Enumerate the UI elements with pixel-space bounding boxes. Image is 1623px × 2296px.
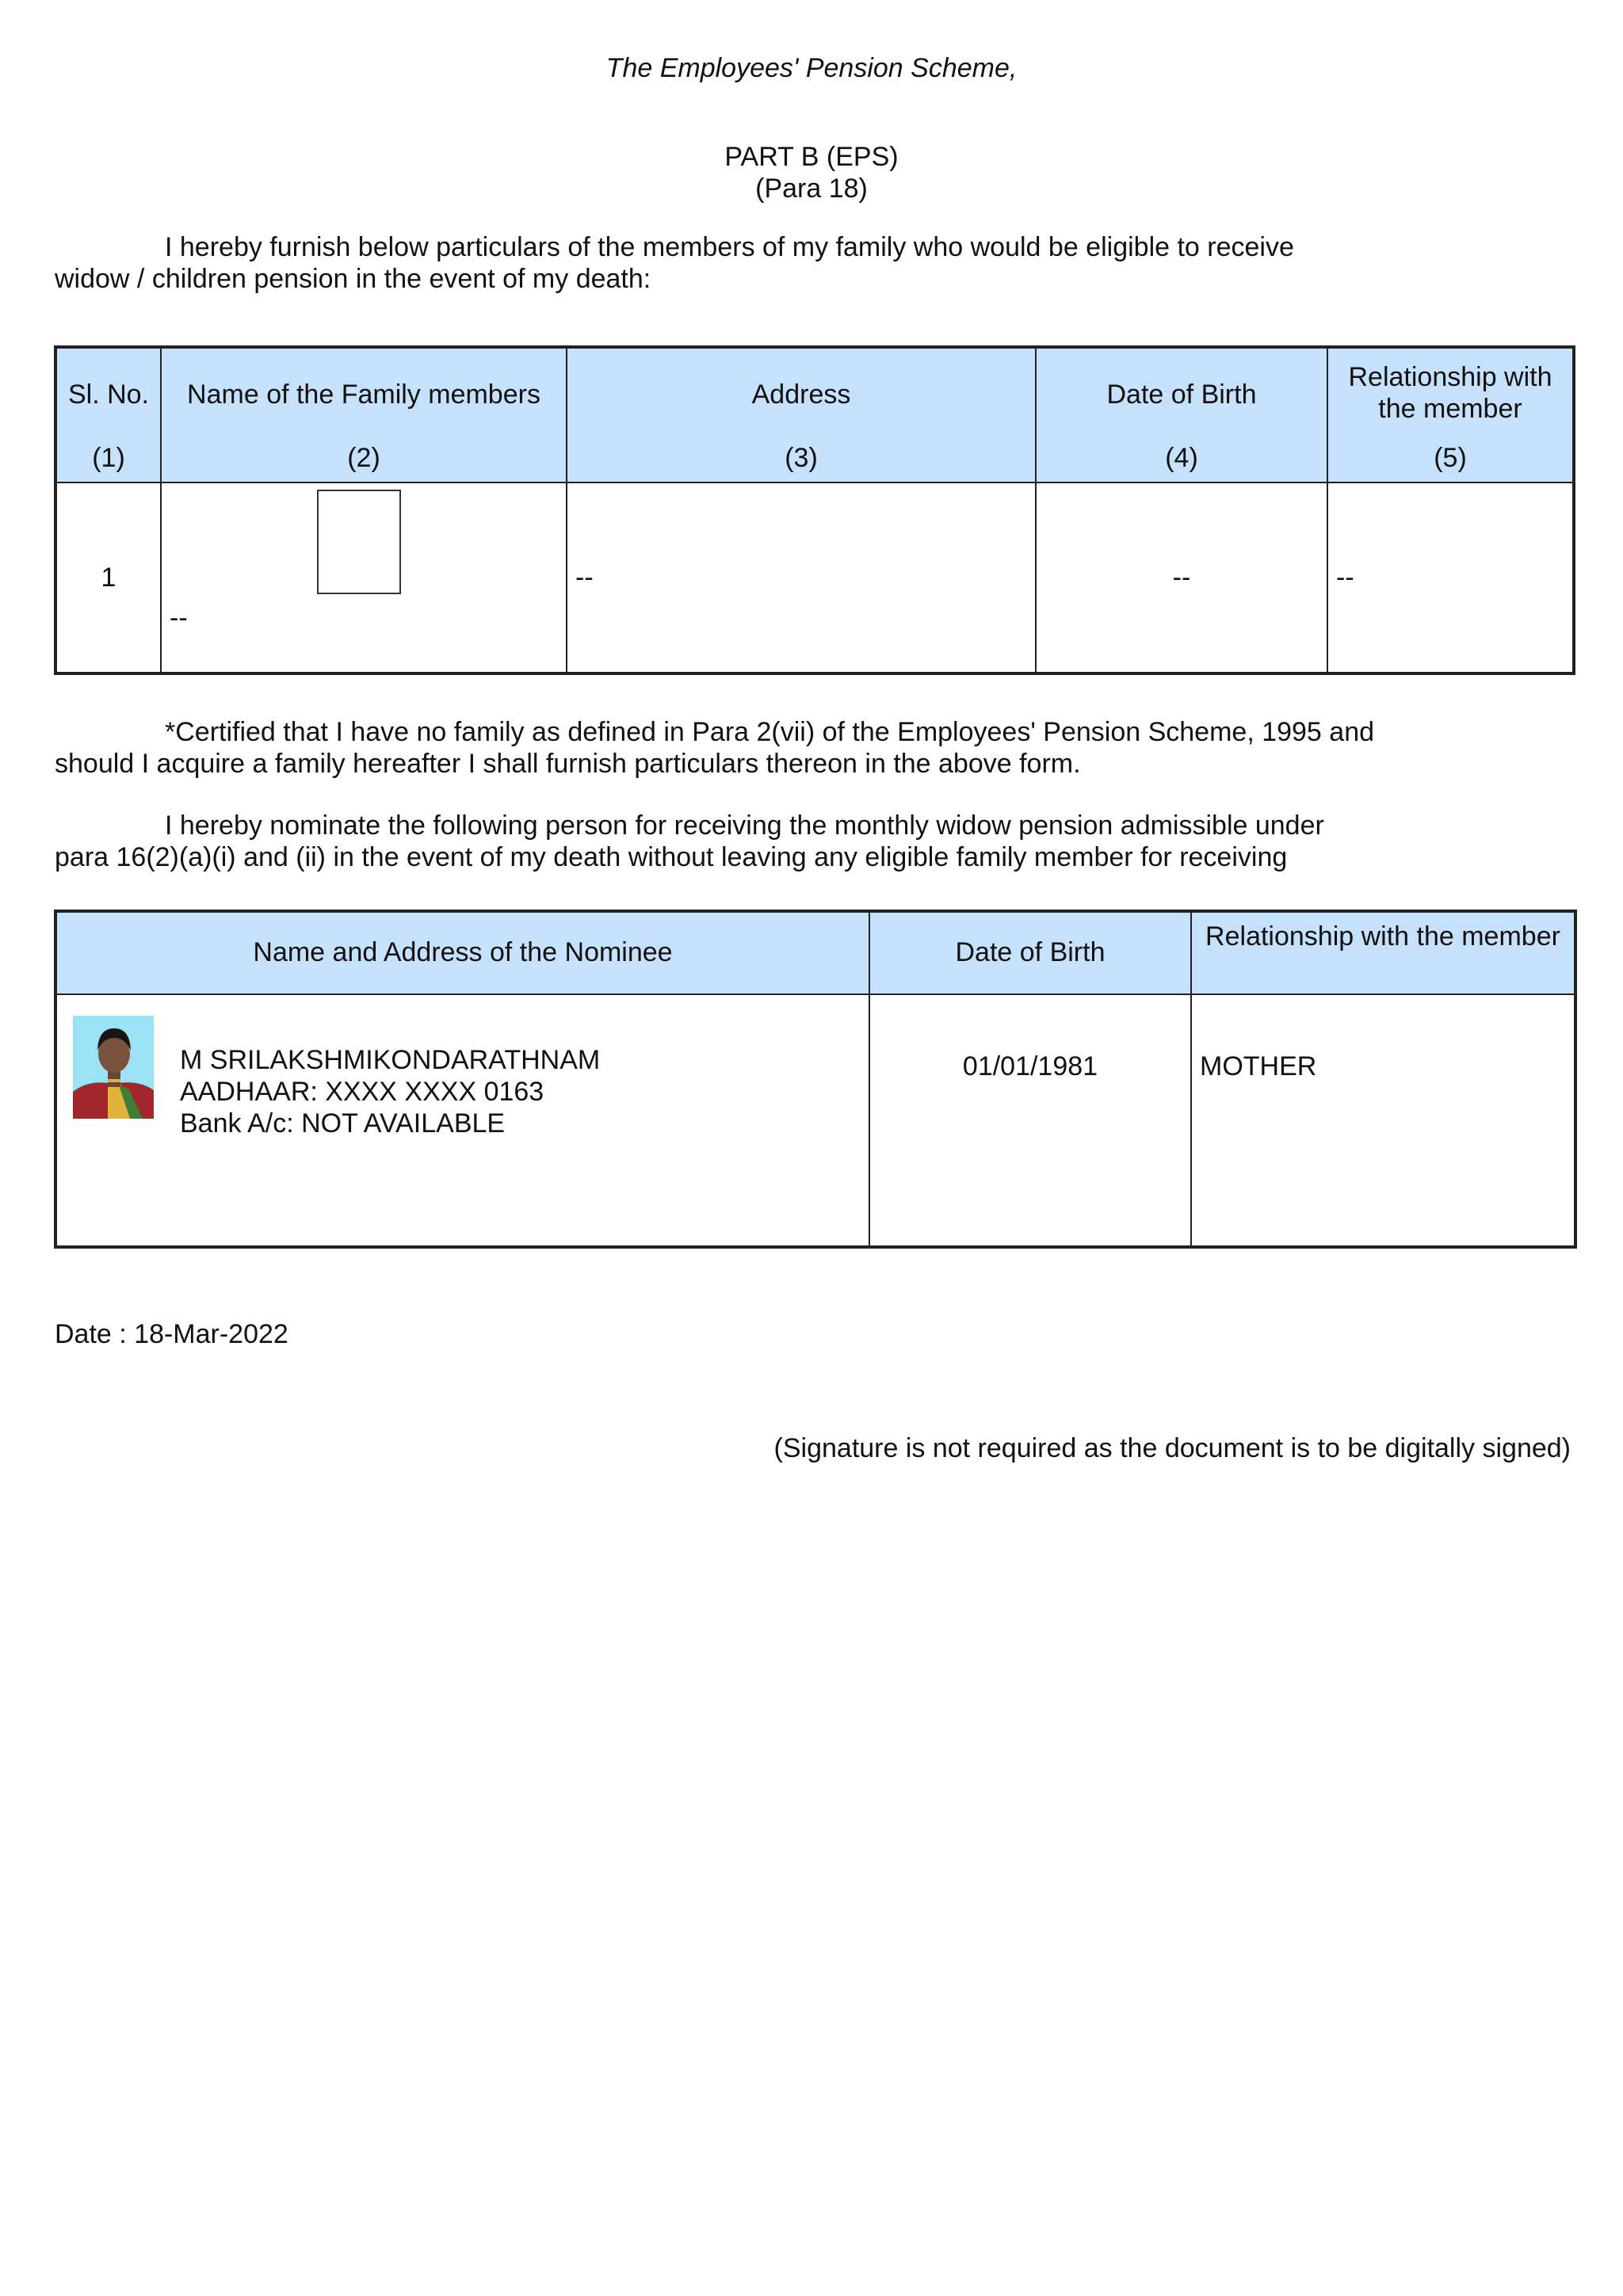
cell-dob: -- [1036, 482, 1327, 673]
cert-line-1: *Certified that I have no family as defined in Para 2(vii) of the Employees' Pension Scheme, 1995 and [165, 717, 1375, 747]
para-reference: (Para 18) [755, 174, 868, 204]
nominate-line-1: I hereby nominate the following person for receiving the monthly widow pension admissible under [165, 810, 1324, 841]
table-row [55, 994, 1575, 1247]
nominee-aadhaar: AADHAAR: XXXX XXXX 0163 [180, 1077, 544, 1108]
col-header-nominee: Name and Address of the Nominee [55, 911, 869, 994]
photo-placeholder [317, 490, 401, 594]
document-date: Date : 18-Mar-2022 [55, 1319, 288, 1349]
nominee-photo-image [73, 1016, 154, 1119]
signature-note: (Signature is not required as the document is to be digitally signed) [773, 1433, 1571, 1463]
cell-sl-no: 1 [55, 482, 161, 673]
intro-line-2: widow / children pension in the event of my death: [55, 264, 651, 295]
part-heading: PART B (EPS) [724, 142, 899, 172]
nominee-table [54, 910, 1577, 1249]
col-header-relationship: Relationship with the member (5) [1327, 347, 1574, 482]
cell-relationship: -- [1327, 482, 1574, 673]
col-header-nominee-relationship: Relationship with the member [1191, 911, 1575, 994]
nomination-paragraph [55, 810, 1560, 873]
col-header-sl-no: Sl. No. (1) [55, 347, 161, 482]
nominee-photo [73, 1016, 154, 1119]
nominee-text [180, 1044, 600, 1139]
table-row [55, 482, 1574, 673]
family-name-value: -- [170, 603, 188, 633]
family-table-header [55, 347, 1574, 482]
nominee-table-header [55, 911, 1575, 994]
nominate-line-2: para 16(2)(a)(i) and (ii) in the event of my death without leaving any eligible family member for receiving [55, 842, 1288, 873]
cell-nominee-relationship: MOTHER [1191, 994, 1575, 1247]
col-header-nominee-dob: Date of Birth [869, 911, 1191, 994]
cell-address: -- [567, 482, 1036, 673]
col-header-address: Address (3) [567, 347, 1036, 482]
intro-paragraph [55, 231, 1560, 295]
certification-paragraph [55, 716, 1560, 780]
cell-nominee-details [55, 994, 869, 1247]
cell-nominee-dob: 01/01/1981 [869, 994, 1191, 1247]
nominee-name: M SRILAKSHMIKONDARATHNAM [180, 1045, 601, 1075]
cell-family-name [161, 482, 567, 673]
scheme-title: The Employees' Pension Scheme, [605, 53, 1018, 83]
nominee-bank: Bank A/c: NOT AVAILABLE [180, 1108, 506, 1139]
col-header-dob: Date of Birth (4) [1036, 347, 1327, 482]
intro-line-1: I hereby furnish below particulars of the members of my family who would be eligible to receive [165, 232, 1294, 262]
col-header-name: Name of the Family members (2) [161, 347, 567, 482]
cert-line-2: should I acquire a family hereafter I shall furnish particulars thereon in the above form. [55, 749, 1081, 780]
family-members-table [54, 345, 1575, 675]
